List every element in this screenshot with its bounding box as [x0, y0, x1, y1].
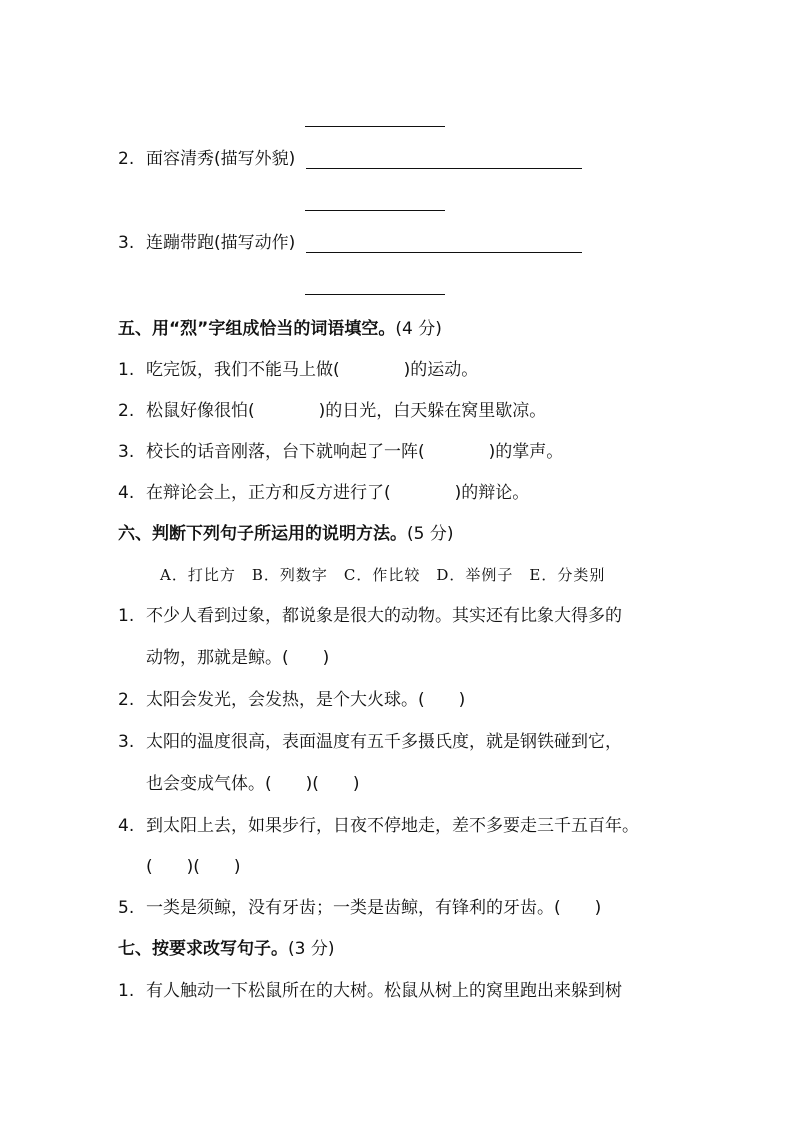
option-e: E．分类别: [529, 566, 606, 584]
question-item: 3. 连蹦带跑(描写动作): [118, 233, 296, 253]
section-heading: 五、用“烈”字组成恰当的词语填空。(4 分): [118, 319, 442, 339]
question-item-continuation: 也会变成气体。( )( ): [146, 774, 360, 794]
question-item: 3. 太阳的温度很高，表面温度有五千多摄氏度，就是钢铁碰到它，: [118, 732, 622, 752]
question-item: 1. 吃完饭，我们不能马上做( )的运动。: [118, 360, 479, 380]
question-item: 2. 面容清秀(描写外貌): [118, 149, 296, 169]
question-item: 5. 一类是须鲸，没有牙齿；一类是齿鲸，有锋利的牙齿。( ): [118, 898, 602, 918]
question-item: 4. 在辩论会上，正方和反方进行了( )的辩论。: [118, 483, 530, 503]
section-heading: 七、按要求改写句子。(3 分): [118, 939, 335, 959]
question-item-continuation: ( )( ): [146, 857, 241, 877]
question-item: 1. 有人触动一下松鼠所在的大树。松鼠从树上的窝里跑出来躲到树: [118, 981, 622, 1001]
question-item: 2. 松鼠好像很怕( )的日光，白天躲在窝里歇凉。: [118, 401, 547, 421]
question-item: 1. 不少人看到过象，都说象是很大的动物。其实还有比象大得多的: [118, 606, 622, 626]
option-d: D．举例子: [436, 566, 514, 584]
method-options: [160, 564, 621, 586]
answer-line[interactable]: [306, 168, 582, 169]
option-c: C．作比较: [343, 566, 421, 584]
question-item-continuation: 动物，那就是鲸。( ): [146, 648, 330, 668]
answer-line[interactable]: [305, 210, 445, 211]
question-item: 3. 校长的话音刚落，台下就响起了一阵( )的掌声。: [118, 442, 564, 462]
answer-line[interactable]: [305, 126, 445, 127]
option-a: A．打比方: [160, 566, 236, 584]
answer-line[interactable]: [305, 294, 445, 295]
question-item: 4. 到太阳上去，如果步行，日夜不停地走，差不多要走三千五百年。: [118, 816, 639, 836]
question-item: 2. 太阳会发光，会发热，是个大火球。( ): [118, 690, 466, 710]
answer-line[interactable]: [306, 252, 582, 253]
option-b: B．列数字: [251, 566, 328, 584]
section-heading: 六、判断下列句子所运用的说明方法。(5 分): [118, 524, 454, 544]
